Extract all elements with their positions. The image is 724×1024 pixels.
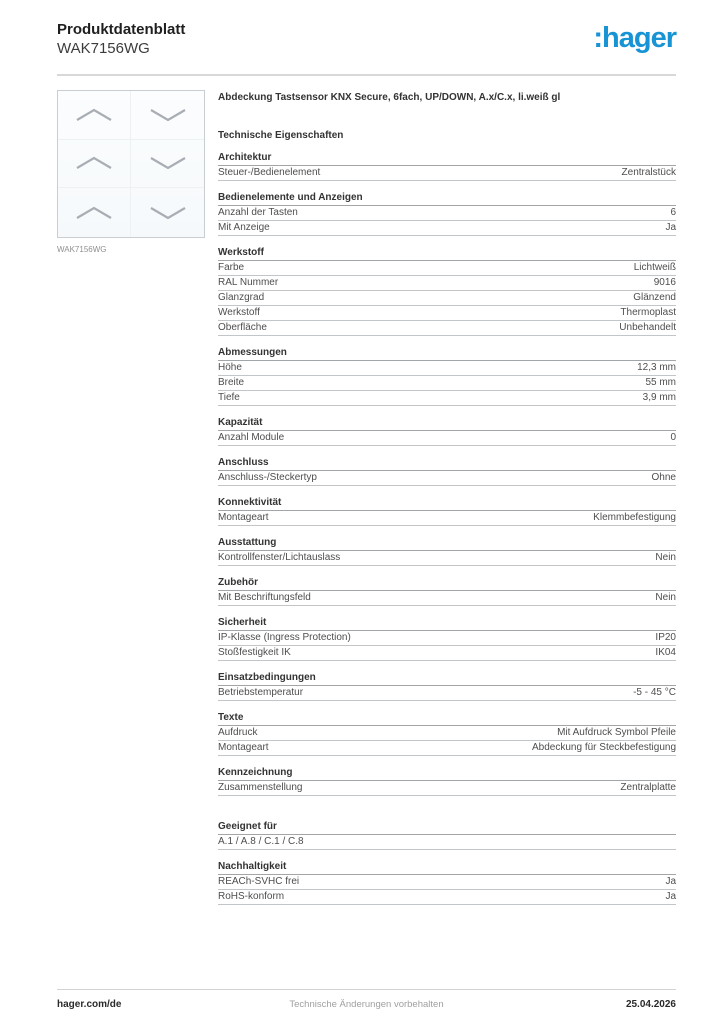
down-button xyxy=(131,188,204,237)
spec-label: Stoßfestigkeit IK xyxy=(218,647,291,658)
spec-row xyxy=(218,261,676,276)
spec-section xyxy=(218,672,676,701)
spec-value: Zentralstück xyxy=(621,167,676,178)
chevron-up-icon xyxy=(74,108,114,122)
footer-date: 25.04.2026 xyxy=(625,999,676,1010)
spec-value: 3,9 mm xyxy=(642,392,676,403)
section-title: Einsatzbedingungen xyxy=(218,672,676,686)
section-title: Kennzeichnung xyxy=(218,767,676,781)
spec-value: 55 mm xyxy=(645,377,676,388)
spec-label: Kontrollfenster/Lichtauslass xyxy=(218,552,341,563)
spec-value: Unbehandelt xyxy=(619,322,676,333)
chevron-up-icon xyxy=(74,206,114,220)
product-title: Abdeckung Tastsensor KNX Secure, 6fach, UP/DOWN, A.x/C.x, li.weiß gl xyxy=(218,92,561,103)
chevron-down-icon xyxy=(148,156,188,170)
spec-value: 9016 xyxy=(653,277,676,288)
document-footer xyxy=(57,989,676,1010)
spec-value: Ja xyxy=(665,222,676,233)
spec-section xyxy=(218,417,676,446)
down-button xyxy=(131,140,204,188)
spec-value: Glänzend xyxy=(633,292,676,303)
spec-label: Betriebstemperatur xyxy=(218,687,304,698)
spec-row xyxy=(218,391,676,406)
spec-label: Mit Anzeige xyxy=(218,222,270,233)
spec-value: Thermoplast xyxy=(620,307,676,318)
section-title: Abmessungen xyxy=(218,347,676,361)
spec-label: Steuer-/Bedienelement xyxy=(218,167,321,178)
spec-value: 0 xyxy=(670,432,676,443)
spec-value: Lichtweiß xyxy=(633,262,676,273)
spec-label: Oberfläche xyxy=(218,322,267,333)
section-title: Geeignet für xyxy=(218,821,676,835)
section-title: Zubehör xyxy=(218,577,676,591)
spec-label: Höhe xyxy=(218,362,242,373)
spec-value: Nein xyxy=(655,592,676,603)
spec-row xyxy=(218,361,676,376)
spec-row xyxy=(218,835,676,850)
spec-label: Montageart xyxy=(218,512,269,523)
spec-value: Zentralplatte xyxy=(620,782,676,793)
header-divider xyxy=(57,74,676,76)
product-figure xyxy=(57,90,205,254)
spec-value: IK04 xyxy=(655,647,676,658)
spec-label: Tiefe xyxy=(218,392,240,403)
spec-label: A.1 / A.8 / C.1 / C.8 xyxy=(218,836,304,847)
spec-label: RAL Nummer xyxy=(218,277,279,288)
section-title: Architektur xyxy=(218,152,676,166)
document-type-title: Produktdatenblatt xyxy=(57,21,186,38)
spec-label: Anzahl Module xyxy=(218,432,285,443)
document-header xyxy=(57,20,676,58)
spec-row xyxy=(218,471,676,486)
hager-logo: :hager xyxy=(593,22,676,54)
spec-value: 6 xyxy=(670,207,676,218)
section-title: Kapazität xyxy=(218,417,676,431)
spec-label: Anschluss-/Steckertyp xyxy=(218,472,317,483)
spec-value: Ja xyxy=(665,891,676,902)
spec-section xyxy=(218,767,676,796)
spec-section xyxy=(218,192,676,236)
spec-sections xyxy=(218,152,676,905)
spec-row xyxy=(218,511,676,526)
section-title: Bedienelemente und Anzeigen xyxy=(218,192,676,206)
spec-section xyxy=(218,821,676,850)
spec-value: -5 - 45 °C xyxy=(633,687,676,698)
spec-row xyxy=(218,306,676,321)
spec-label: Zusammenstellung xyxy=(218,782,303,793)
spec-row xyxy=(218,591,676,606)
tech-properties-heading: Technische Eigenschaften xyxy=(218,130,344,141)
spec-row xyxy=(218,321,676,336)
spec-label: Aufdruck xyxy=(218,727,258,738)
spec-row xyxy=(218,646,676,661)
section-title: Sicherheit xyxy=(218,617,676,631)
spec-row xyxy=(218,890,676,905)
spec-value: Ohne xyxy=(651,472,676,483)
spec-section xyxy=(218,577,676,606)
spec-row xyxy=(218,276,676,291)
spec-label: Werkstoff xyxy=(218,307,260,318)
spec-label: Mit Beschriftungsfeld xyxy=(218,592,311,603)
spec-row xyxy=(218,686,676,701)
product-image-caption: WAK7156WG xyxy=(57,245,107,254)
spec-section xyxy=(218,537,676,566)
spec-section xyxy=(218,347,676,406)
up-button xyxy=(58,140,131,188)
spec-row xyxy=(218,206,676,221)
footer-disclaimer: Technische Änderungen vorbehalten xyxy=(289,999,444,1010)
up-button xyxy=(58,91,131,139)
spec-section xyxy=(218,497,676,526)
spec-row xyxy=(218,166,676,181)
spec-row xyxy=(218,875,676,890)
spec-section xyxy=(218,152,676,181)
spec-value: Mit Aufdruck Symbol Pfeile xyxy=(557,727,676,738)
section-title: Texte xyxy=(218,712,676,726)
spec-value: Nein xyxy=(655,552,676,563)
spec-section xyxy=(218,712,676,756)
section-title: Nachhaltigkeit xyxy=(218,861,676,875)
button-row xyxy=(58,91,204,140)
down-button xyxy=(131,91,204,139)
spec-section xyxy=(218,861,676,905)
spec-row xyxy=(218,726,676,741)
section-title: Anschluss xyxy=(218,457,676,471)
product-image xyxy=(57,90,205,238)
spec-value: IP20 xyxy=(655,632,676,643)
spec-row xyxy=(218,631,676,646)
spec-row xyxy=(218,741,676,756)
spec-section xyxy=(218,617,676,661)
spec-value: Abdeckung für Steckbefestigung xyxy=(532,742,676,753)
chevron-up-icon xyxy=(74,156,114,170)
button-row xyxy=(58,140,204,189)
spec-label: Montageart xyxy=(218,742,269,753)
spec-label: Breite xyxy=(218,377,245,388)
spec-label: Anzahl der Tasten xyxy=(218,207,298,218)
chevron-down-icon xyxy=(148,206,188,220)
spec-label: RoHS-konform xyxy=(218,891,285,902)
chevron-down-icon xyxy=(148,108,188,122)
spec-value: Klemmbefestigung xyxy=(593,512,676,523)
section-title: Konnektivität xyxy=(218,497,676,511)
spec-value: 12,3 mm xyxy=(637,362,676,373)
spec-row xyxy=(218,221,676,236)
spec-value: Ja xyxy=(665,876,676,887)
spec-label: Farbe xyxy=(218,262,245,273)
spec-row xyxy=(218,431,676,446)
product-reference: WAK7156WG xyxy=(57,40,150,57)
spec-label: Glanzgrad xyxy=(218,292,265,303)
spec-section xyxy=(218,457,676,486)
spec-label: REACh-SVHC frei xyxy=(218,876,300,887)
spec-section xyxy=(218,247,676,336)
button-row xyxy=(58,188,204,237)
section-title: Ausstattung xyxy=(218,537,676,551)
up-button xyxy=(58,188,131,237)
spec-label: IP-Klasse (Ingress Protection) xyxy=(218,632,351,643)
spec-row xyxy=(218,781,676,796)
spec-row xyxy=(218,291,676,306)
section-title: Werkstoff xyxy=(218,247,676,261)
spec-column xyxy=(218,92,676,905)
spec-row xyxy=(218,551,676,566)
footer-website-link[interactable]: hager.com/de xyxy=(57,999,122,1010)
spec-row xyxy=(218,376,676,391)
